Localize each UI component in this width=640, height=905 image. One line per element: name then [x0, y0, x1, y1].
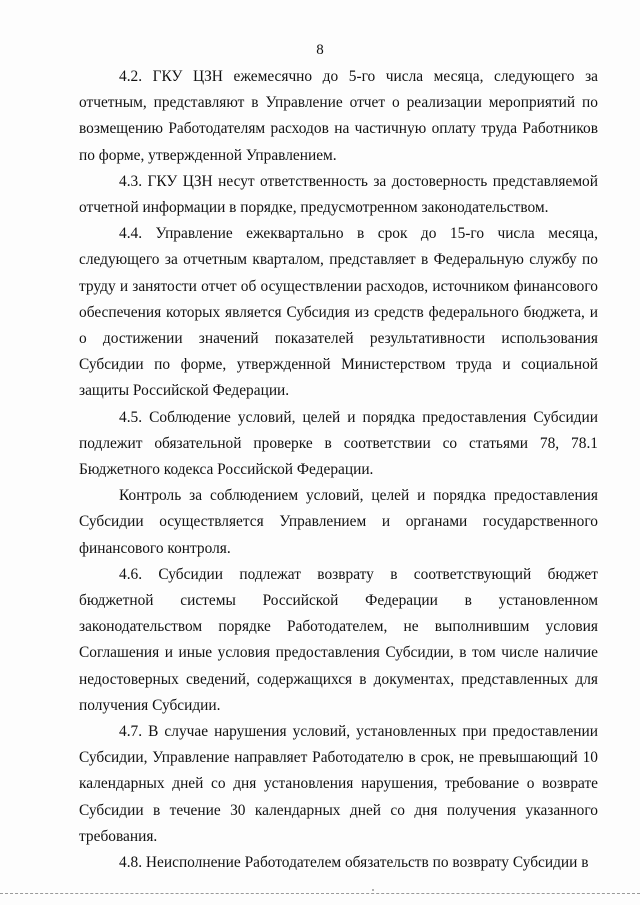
paragraph-4-7: 4.7. В случае нарушения условий, установленных при предоставлении Субсидии, Управление направляет Работодателю в срок, не превышающий 10 календарных дней со дня установления нарушения, требование о возврате Субсидии в течение 30 календарных дней со дня получения указанного требования. — [79, 723, 598, 845]
paragraph-control: Контроль за соблюдением условий, целей и порядка предоставления Субсидии осуществляется Управлением и органами государственного финансового контроля. — [79, 487, 598, 557]
scan-speck — [372, 889, 374, 891]
paragraph-4-5: 4.5. Соблюдение условий, целей и порядка предоставления Субсидии подлежит обязательной проверке в соответствии со статьями 78, 78.1 Бюджетного кодекса Российской Федерации. — [79, 408, 598, 479]
paragraph-4-8: 4.8. Неисполнение Работодателем обязательств по возврату Субсидии в — [119, 854, 589, 872]
paragraph-4-4: 4.4. Управление ежеквартально в срок до 15-го числа месяца, следующего за отчетным кварталом, представляет в Федеральную службу по труду и занятости отчет об осуществлении расходов, источником финансового обеспечения которых является Субсидия из средств федерального бюджета, и о достижении значений показателей результативности использования Субсидии по форме, утвержденной Министерством труда и социальной защиты Российской Федерации. — [79, 225, 598, 400]
paragraph-4-2: 4.2. ГКУ ЦЗН ежемесячно до 5-го числа месяца, следующего за отчетным, представляют в Управление отчет о реализации мероприятий по возмещению Работодателям расходов на частичную оплату труда Работников по форме, утвержденной Управлением. — [79, 68, 598, 164]
paragraph-4-6: 4.6. Субсидии подлежат возврату в соответствующий бюджет бюджетной системы Российской Федерации в установленном законодательством порядке Работодателем, не выполнившим условия Соглашения и иные условия предоставления Субсидии, в том числе наличие недостоверных сведений, содержащихся в документах, представленных для получения Субсидии. — [79, 565, 598, 714]
document-body — [79, 64, 598, 876]
page-number: 8 — [316, 42, 324, 58]
scan-bottom-edge — [0, 893, 640, 894]
paragraph-4-3: 4.3. ГКУ ЦЗН несут ответственность за достоверность представляемой отчетной информации в порядке, предусмотренном законодательством. — [79, 172, 598, 217]
